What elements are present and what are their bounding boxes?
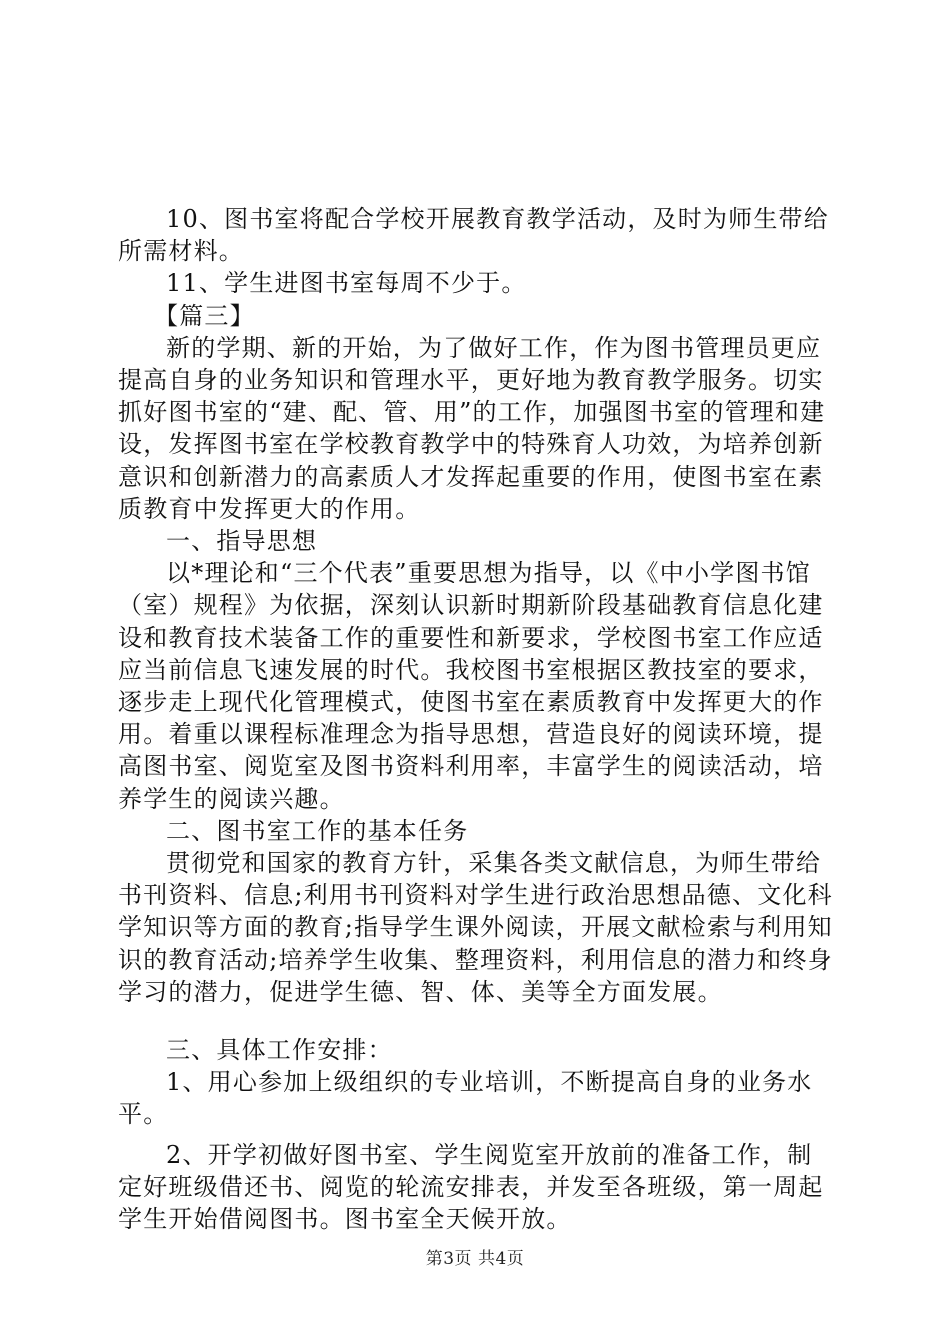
- paragraph-item-11: 11、学生进图书室每周不少于。: [166, 269, 527, 298]
- page-number-footer: 第3页 共4页: [425, 1249, 525, 1269]
- paragraph-intro: 新的学期、新的开始，为了做好工作，作为图书管理员更应提高自身的业务知识和管理水平，更好地为教育教学服务。切实抓好图书室的“建、配、管、用”的工作，加强图书室的管理和建设，发挥图书室在学校教育教学中的特殊育人功效，为培养创新意识和创新潜力的高素质人才发挥起重要的作用，使图书室在素质教育中发挥更大的作用。: [118, 333, 826, 523]
- section-heading-part-three: 【篇三】: [154, 301, 255, 330]
- paragraph-basic-tasks: 贯彻党和国家的教育方针，采集各类文献信息，为师生带给书刊资料、信息;利用书刊资料对学生进行政治思想品德、文化科学知识等方面的教育;指导学生课外阅读，开展文献检索与利用知识的教育活动;培养学生收集、整理资料，利用信息的潜力和终身学习的潜力，促进学生德、智、体、美等全方面发展。: [118, 849, 833, 1006]
- paragraph-item-10: 10、图书室将配合学校开展教育教学活动，及时为师生带给所需材料。: [118, 205, 829, 266]
- heading-work-arrangement: 三、具体工作安排：: [166, 1036, 393, 1065]
- document-body: [118, 203, 836, 1235]
- heading-guiding-thought: 一、指导思想: [166, 527, 318, 556]
- paragraph-arrangement-2: 2、开学初做好图书室、学生阅览室开放前的准备工作，制定好班级借还书、阅览的轮流安排表，并发至各班级，第一周起学生开始借阅图书。图书室全天候开放。: [118, 1140, 824, 1234]
- heading-basic-tasks: 二、图书室工作的基本任务: [166, 816, 469, 845]
- paragraph-arrangement-1: 1、用心参加上级组织的专业培训，不断提高自身的业务水平。: [118, 1068, 813, 1129]
- paragraph-guiding-thought: 以*理论和“三个代表”重要思想为指导，以《中小学图书馆（室）规程》为依据，深刻认识新时期新阶段基础教育信息化建设和教育技术装备工作的重要性和新要求，学校图书室工作应适应当前信息飞速发展的时代。我校图书室根据区教技室的要求，逐步走上现代化管理模式，使图书室在素质教育中发挥更大的作用。着重以课程标准理念为指导思想，营造良好的阅读环境，提高图书室、阅览室及图书资料利用率，丰富学生的阅读活动，培养学生的阅读兴趣。: [118, 559, 824, 813]
